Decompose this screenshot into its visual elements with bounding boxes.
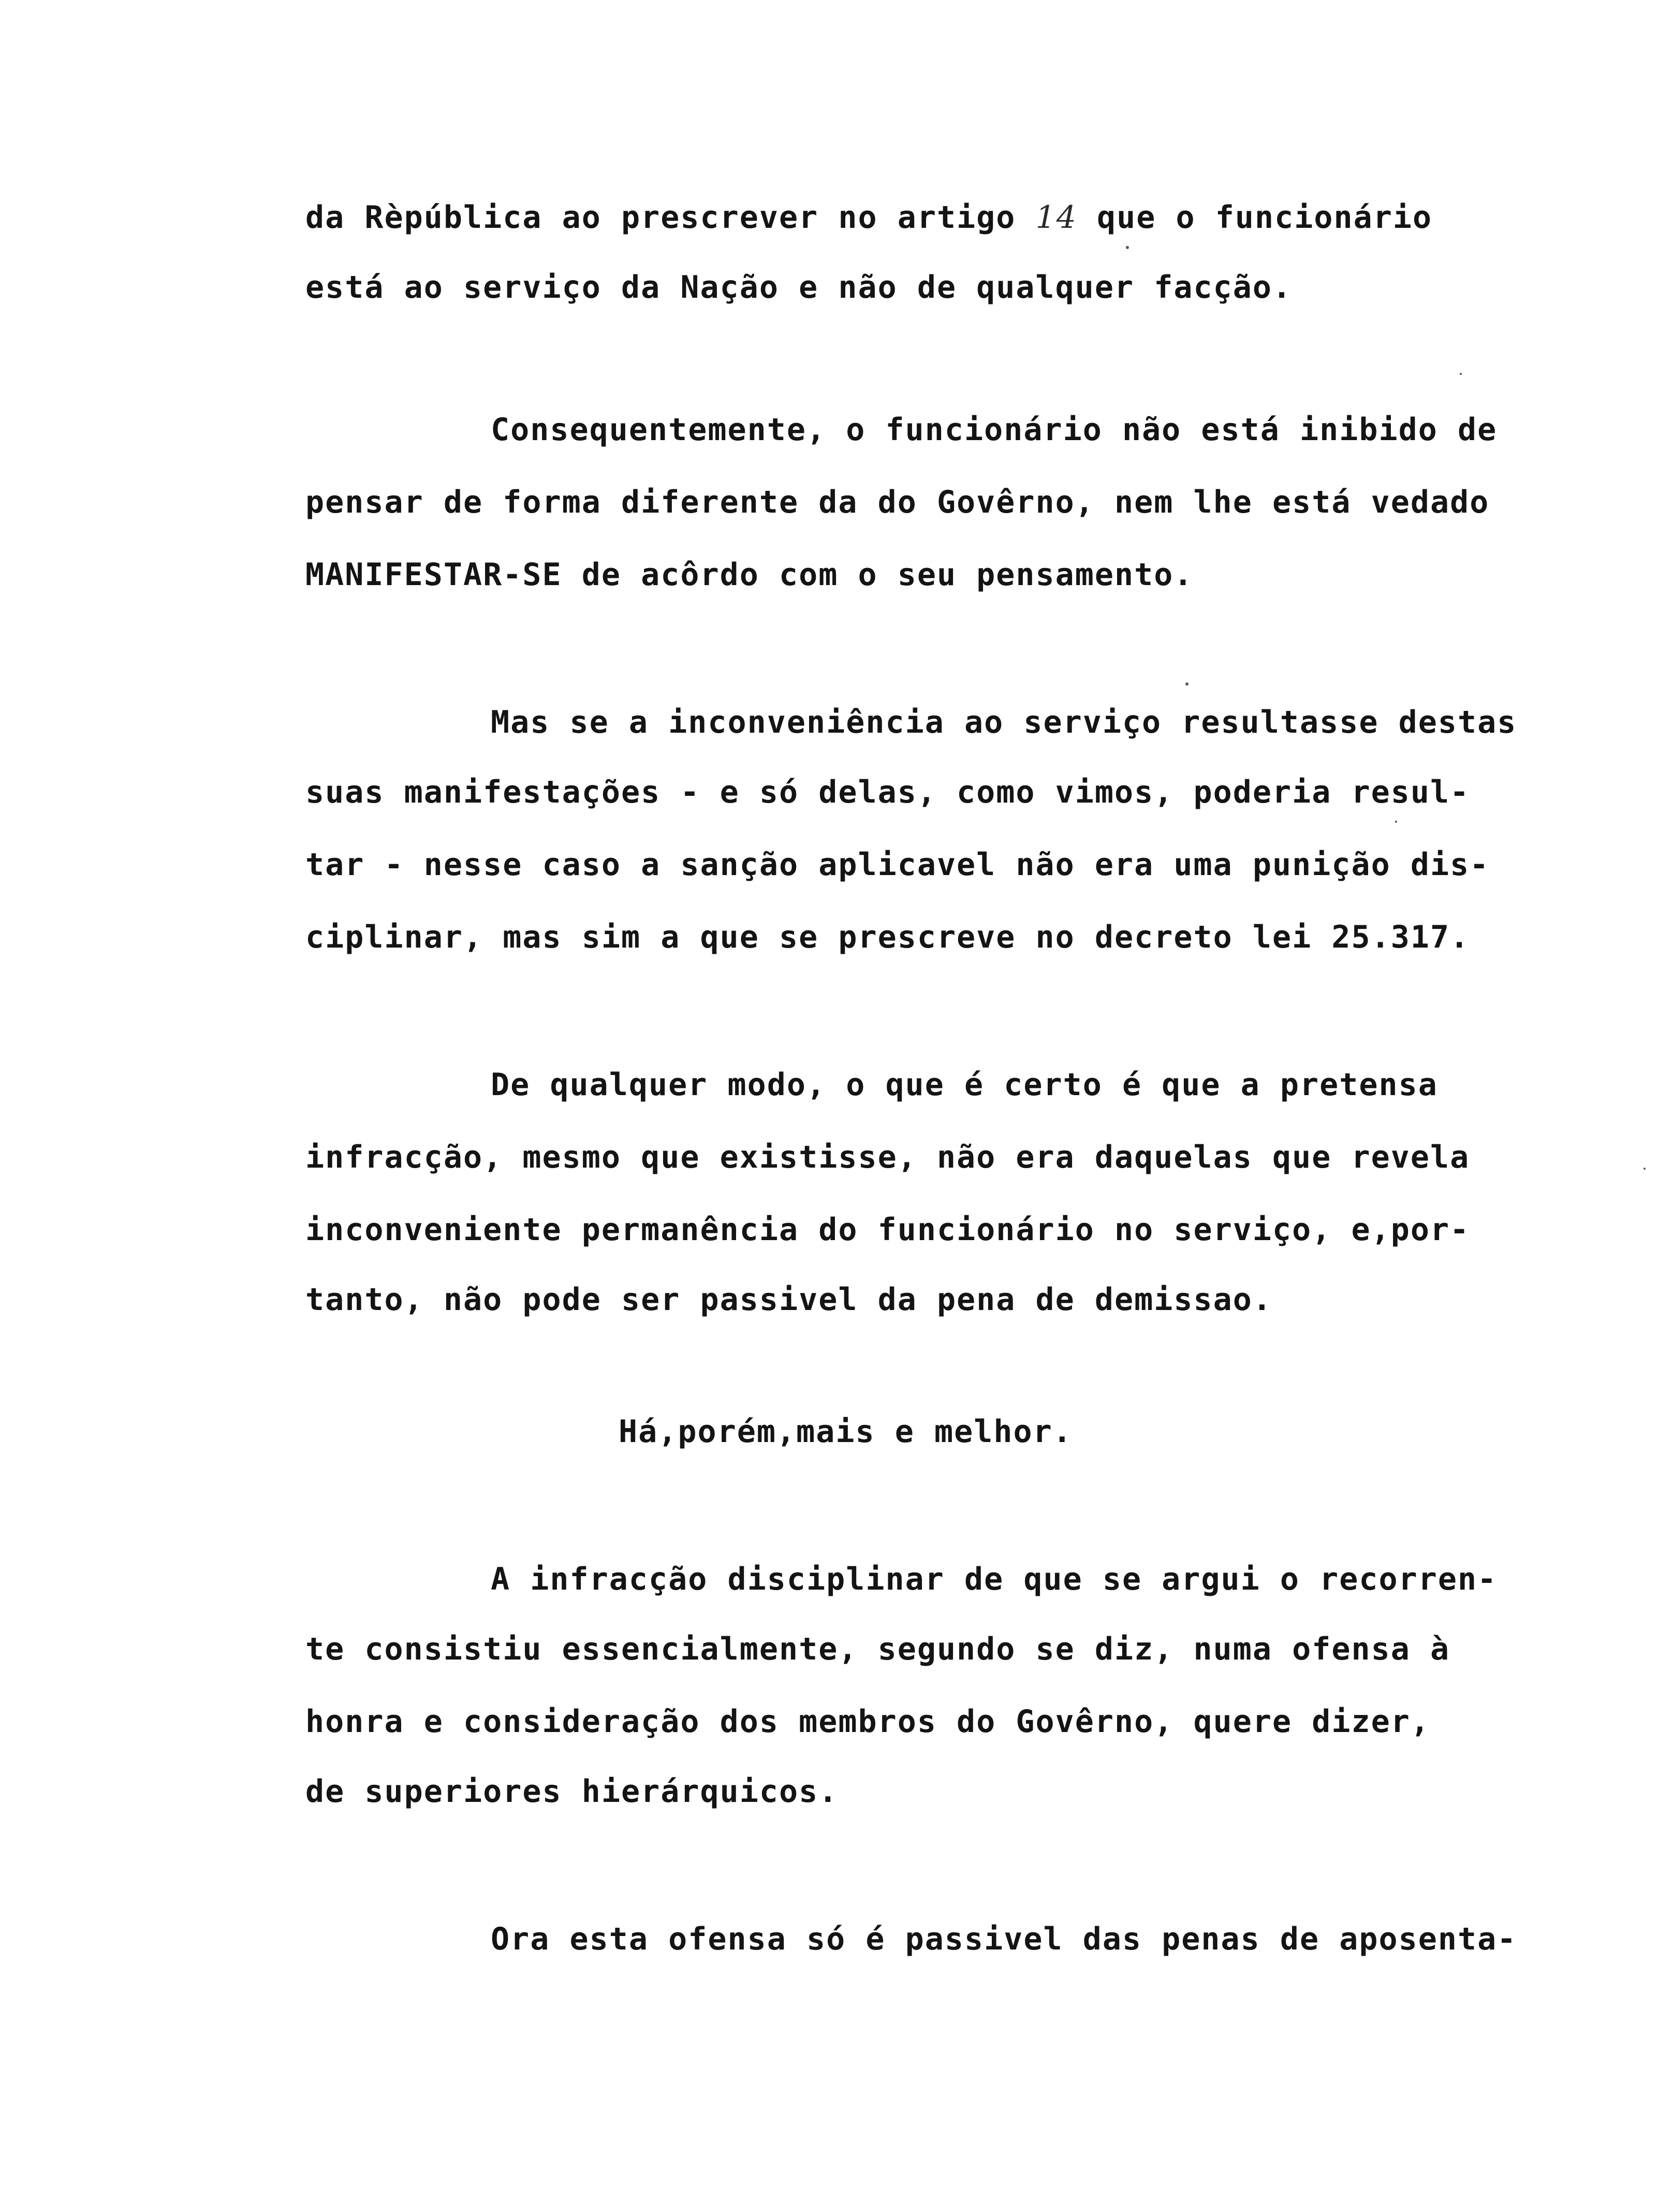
text-line: ciplinar, mas sim a que se prescreve no decreto lei 25.317.	[305, 919, 1470, 955]
text-line: tanto, não pode ser passivel da pena de demissao.	[305, 1282, 1273, 1318]
text-run: que o funcionário	[1077, 199, 1433, 236]
text-run: da Rèpública ao prescrever no artigo	[305, 199, 1036, 236]
text-line: infracção, mesmo que existisse, não era daquelas que revela	[305, 1139, 1470, 1175]
text-line: Consequentemente, o funcionário não está inibido de	[491, 412, 1498, 448]
scan-speck	[1395, 821, 1397, 823]
text-line: A infracção disciplinar de que se argui o recorren-	[491, 1561, 1498, 1597]
text-line: suas manifestações - e só delas, como vimos, poderia resul-	[305, 774, 1470, 810]
text-line	[305, 197, 1432, 238]
text-line: te consistiu essencialmente, segundo se diz, numa ofensa à	[305, 1631, 1450, 1667]
text-line: tar - nesse caso a sanção aplicavel não era uma punição dis-	[305, 847, 1490, 883]
text-line: Ora esta ofensa só é passivel das penas de aposenta-	[491, 1921, 1517, 1957]
text-line: inconveniente permanência do funcionário no serviço, e,por-	[305, 1212, 1470, 1248]
text-line: Há,porém,mais e melhor.	[619, 1414, 1073, 1450]
text-line: De qualquer modo, o que é certo é que a pretensa	[491, 1067, 1438, 1103]
text-line: Mas se a inconveniência ao serviço resultasse destas	[491, 704, 1517, 740]
text-line: honra e consideração dos membros do Govêrno, quere dizer,	[305, 1704, 1431, 1740]
scan-speck	[1126, 246, 1129, 249]
handwritten-article-number: 14	[1035, 199, 1077, 236]
scan-speck	[1460, 373, 1462, 375]
text-line: está ao serviço da Nação e não de qualquer facção.	[305, 269, 1293, 305]
text-line: MANIFESTAR-SE de acôrdo com o seu pensamento.	[305, 557, 1194, 593]
scan-speck	[1185, 682, 1188, 686]
scan-speck	[1643, 1168, 1646, 1170]
text-line: pensar de forma diferente da do Govêrno, nem lhe está vedado	[305, 484, 1490, 520]
text-line: de superiores hierárquicos.	[305, 1773, 839, 1810]
